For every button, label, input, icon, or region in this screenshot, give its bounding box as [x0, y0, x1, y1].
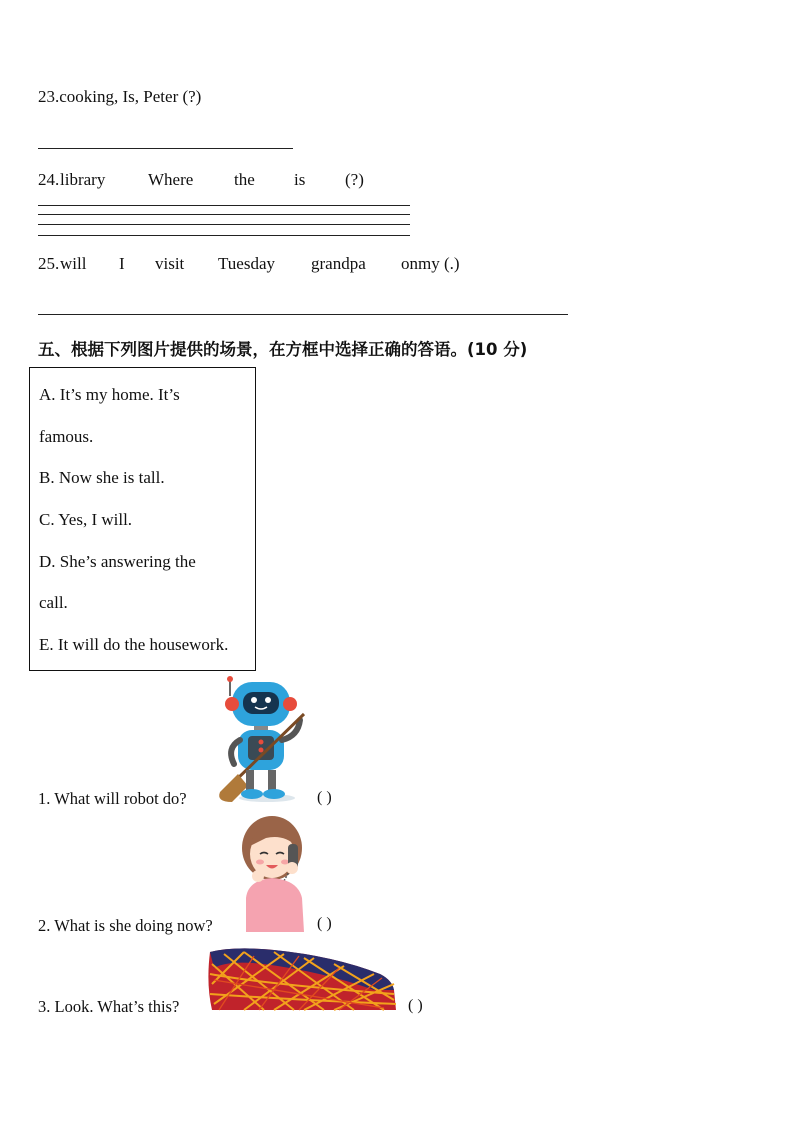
answer-line-23[interactable]	[38, 148, 293, 149]
option-a: A. It’s my home. It’s	[39, 385, 180, 404]
question-25	[38, 254, 538, 276]
robot-sweeping-image	[212, 674, 312, 804]
word: visit	[155, 254, 185, 273]
options-box	[29, 367, 256, 671]
word: I	[119, 254, 125, 273]
birds-nest-stadium-image	[204, 944, 398, 1014]
answer-line-25[interactable]	[38, 314, 568, 315]
word: Where	[148, 170, 194, 189]
section-heading: 五、根据下列图片提供的场景，在方框中选择正确的答语。(10 分)	[38, 340, 528, 359]
question-number: 23.	[38, 87, 60, 106]
word: will	[60, 254, 87, 273]
option-a-cont: famous.	[39, 427, 94, 446]
option-b: B. Now she is tall.	[39, 468, 165, 487]
word: Tuesday	[218, 254, 275, 273]
answer-blank-3[interactable]: ( )	[408, 997, 423, 1014]
word: the	[234, 170, 255, 189]
question-23	[38, 87, 201, 107]
question-number: 25.	[38, 254, 60, 273]
answer-blank-2[interactable]: ( )	[317, 915, 332, 932]
answer-blank-1[interactable]: ( )	[317, 789, 332, 806]
picture-question-3: 3. Look. What’s this?	[38, 997, 180, 1016]
word: onmy (.)	[401, 254, 460, 273]
word: (?)	[345, 170, 364, 189]
option-e: E. It will do the housework.	[39, 635, 229, 654]
word: grandpa	[311, 254, 366, 273]
option-d: D. She’s answering the	[39, 552, 196, 571]
question-number: 24.	[38, 170, 60, 189]
question-words: cooking, Is, Peter (?)	[59, 87, 202, 106]
option-d-cont: call.	[39, 593, 68, 612]
option-c: C. Yes, I will.	[39, 510, 133, 529]
word: library	[60, 170, 106, 189]
picture-question-2: 2. What is she doing now?	[38, 916, 213, 935]
girl-on-phone-image	[240, 816, 312, 932]
word: is	[294, 170, 306, 189]
question-24	[38, 170, 438, 192]
picture-question-1: 1. What will robot do?	[38, 789, 187, 808]
